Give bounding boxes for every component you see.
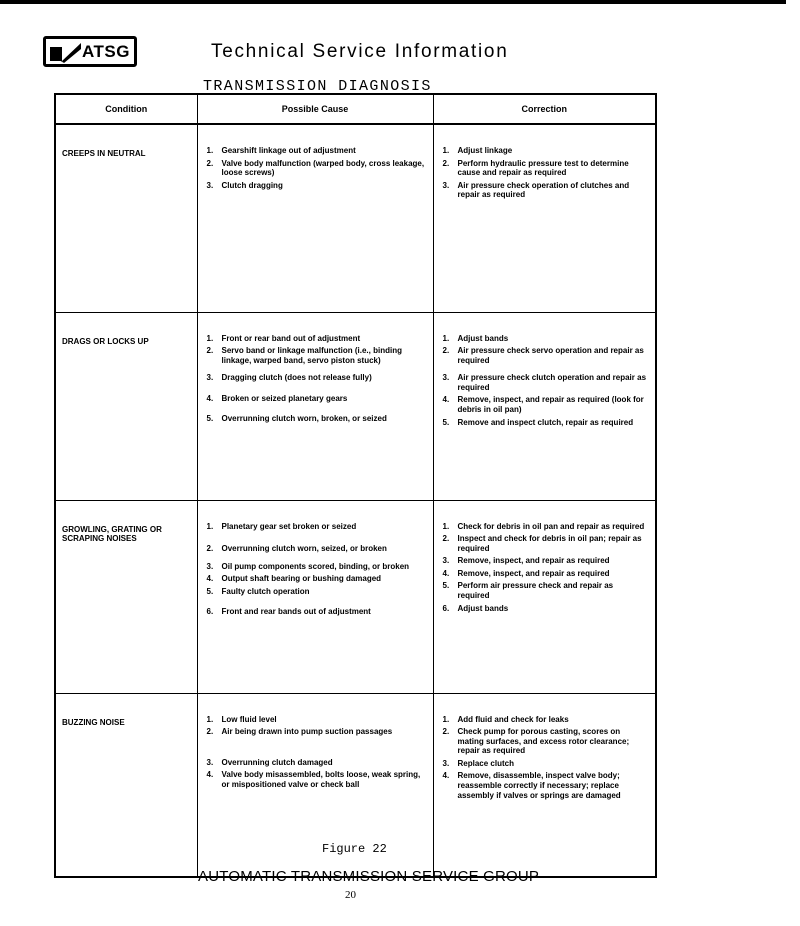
correction-item: [443, 569, 648, 579]
item-number: 2.: [442, 534, 450, 544]
cause-cell: [197, 124, 433, 312]
item-number: 5.: [442, 417, 450, 427]
cause-cell: [197, 500, 433, 693]
item-text: Add fluid and check for leaks: [457, 714, 569, 724]
item-number: 2.: [206, 544, 214, 554]
item-text: Overrunning clutch worn, seized, or broken: [221, 544, 387, 554]
cause-item: [207, 181, 425, 191]
correction-cell: [433, 312, 656, 500]
cause-item: [207, 346, 425, 365]
table-row: [55, 124, 656, 312]
item-text: Overrunning clutch worn, broken, or seized: [221, 414, 387, 424]
correction-item: [443, 715, 648, 725]
correction-item: [443, 727, 648, 756]
item-number: 6.: [206, 607, 214, 617]
correction-item: [443, 334, 648, 344]
condition-cell: CREEPS IN NEUTRAL: [55, 124, 197, 312]
item-text: Valve body malfunction (warped body, cross leakage, loose screws): [221, 158, 425, 178]
column-header-correction: Correction: [433, 94, 656, 124]
item-number: 1.: [206, 521, 214, 531]
item-number: 2.: [206, 727, 214, 737]
section-heading: TRANSMISSION DIAGNOSIS: [203, 78, 432, 95]
cause-item: [207, 414, 425, 424]
item-text: Oil pump components scored, binding, or broken: [221, 561, 410, 571]
correction-item: [443, 556, 648, 566]
cause-item: [207, 607, 425, 617]
item-text: Adjust bands: [457, 333, 509, 343]
item-number: 2.: [442, 727, 450, 737]
correction-item: [443, 346, 648, 365]
cause-item: [207, 758, 425, 768]
table-row: [55, 500, 656, 693]
item-number: 3.: [206, 757, 214, 767]
item-text: Air pressure check operation of clutches and repair as required: [457, 180, 630, 200]
condition-cell: GROWLING, GRATING OR SCRAPING NOISES: [55, 500, 197, 693]
item-text: Dragging clutch (does not release fully): [221, 373, 372, 383]
item-text: Air pressure check servo operation and repair as required: [457, 346, 644, 365]
item-number: 1.: [206, 714, 214, 724]
item-text: Remove and inspect clutch, repair as required: [457, 417, 634, 427]
item-number: 1.: [206, 146, 214, 155]
item-number: 4.: [206, 574, 214, 584]
item-text: Perform air pressure check and repair as required: [457, 581, 614, 601]
cause-item: [207, 587, 425, 597]
column-header-possible-cause: Possible Cause: [197, 94, 433, 124]
item-number: 3.: [206, 561, 214, 571]
item-text: Adjust bands: [457, 603, 509, 613]
item-text: Faulty clutch operation: [221, 586, 310, 596]
cause-item: [207, 544, 425, 554]
item-number: 5.: [206, 586, 214, 596]
item-number: 4.: [442, 395, 450, 405]
correction-item: [443, 759, 648, 769]
cause-item: [207, 522, 425, 532]
cause-cell: [197, 312, 433, 500]
item-text: Broken or seized planetary gears: [221, 393, 348, 403]
correction-item: [443, 146, 648, 156]
table-header-row: [55, 94, 656, 124]
item-number: 3.: [442, 373, 450, 383]
item-text: Front or rear band out of adjustment: [221, 333, 361, 343]
diagnosis-table: [54, 93, 657, 878]
item-number: 1.: [442, 333, 450, 343]
item-text: Servo band or linkage malfunction (i.e., binding linkage, warped band, servo piston stuck): [221, 346, 402, 365]
item-text: Output shaft bearing or bushing damaged: [221, 574, 382, 584]
item-number: 3.: [442, 180, 450, 190]
cause-item: [207, 146, 425, 156]
item-number: 3.: [442, 556, 450, 566]
item-number: 1.: [206, 333, 214, 343]
atsg-check-icon: [48, 41, 82, 63]
figure-caption: Figure 22: [322, 842, 387, 856]
atsg-logo: [43, 36, 137, 67]
item-text: Replace clutch: [457, 758, 514, 768]
item-number: 4.: [442, 568, 450, 578]
table-row: [55, 312, 656, 500]
cause-item: [207, 159, 425, 178]
item-text: Front and rear bands out of adjustment: [221, 607, 371, 617]
item-text: Valve body misassembled, bolts loose, weak spring, or mispositioned valve or check ball: [221, 770, 421, 789]
item-number: 4.: [206, 770, 214, 780]
item-text: Overrunning clutch damaged: [221, 757, 333, 767]
correction-cell: [433, 500, 656, 693]
item-number: 1.: [442, 146, 450, 155]
item-text: Gearshift linkage out of adjustment: [221, 146, 356, 155]
item-text: Remove, inspect, and repair as required (look for debris in oil pan): [457, 395, 644, 415]
item-text: Air being drawn into pump suction passages: [221, 727, 393, 737]
item-number: 4.: [442, 771, 450, 781]
cause-item: [207, 373, 425, 383]
condition-cell: BUZZING NOISE: [55, 693, 197, 877]
cause-item: [207, 562, 425, 572]
item-number: 1.: [442, 714, 450, 724]
item-number: 3.: [442, 758, 450, 768]
page-number: 20: [345, 889, 356, 901]
item-number: 1.: [442, 521, 450, 531]
correction-item: [443, 534, 648, 553]
correction-item: [443, 373, 648, 392]
page-title: Technical Service Information: [211, 41, 509, 62]
logo-text: ATSG: [82, 41, 130, 61]
cause-item: [207, 727, 425, 737]
cause-item: [207, 574, 425, 584]
item-number: 2.: [442, 346, 450, 356]
item-text: Remove, disassemble, inspect valve body; reassemble correctly if necessary; replace assembly if valves or springs are damaged: [457, 771, 621, 800]
item-number: 3.: [206, 180, 214, 190]
item-text: Planetary gear set broken or seized: [221, 521, 357, 531]
cause-item: [207, 394, 425, 404]
correction-item: [443, 604, 648, 614]
correction-cell: [433, 124, 656, 312]
item-text: Perform hydraulic pressure test to determine cause and repair as required: [457, 158, 629, 178]
cause-item: [207, 715, 425, 725]
cause-item: [207, 334, 425, 344]
item-number: 2.: [206, 346, 214, 356]
item-number: 5.: [442, 581, 450, 591]
item-number: 2.: [206, 158, 214, 168]
correction-cell: [433, 693, 656, 877]
item-text: Adjust linkage: [457, 146, 513, 155]
cause-item: [207, 770, 425, 789]
item-text: Check pump for porous casting, scores on mating surfaces, and excess rotor clearance; repair as required: [457, 727, 630, 756]
organization-name: AUTOMATIC TRANSMISSION SERVICE GROUP: [198, 868, 540, 885]
correction-item: [443, 522, 648, 532]
item-number: 5.: [206, 414, 214, 424]
item-text: Low fluid level: [221, 714, 277, 724]
item-number: 2.: [442, 158, 450, 168]
item-text: Remove, inspect, and repair as required: [457, 556, 610, 566]
item-text: Remove, inspect, and repair as required: [457, 568, 610, 578]
correction-item: [443, 581, 648, 600]
correction-item: [443, 395, 648, 414]
correction-item: [443, 771, 648, 800]
top-rule: [0, 0, 786, 4]
column-header-condition: Condition: [55, 94, 197, 124]
correction-item: [443, 418, 648, 428]
correction-item: [443, 159, 648, 178]
item-text: Air pressure check clutch operation and repair as required: [457, 373, 647, 392]
correction-item: [443, 181, 648, 200]
item-number: 3.: [206, 373, 214, 383]
item-text: Clutch dragging: [221, 180, 283, 190]
item-number: 6.: [442, 603, 450, 613]
cause-cell: [197, 693, 433, 877]
item-text: Inspect and check for debris in oil pan; repair as required: [457, 534, 642, 553]
item-text: Check for debris in oil pan and repair as required: [457, 521, 645, 531]
condition-cell: DRAGS OR LOCKS UP: [55, 312, 197, 500]
item-number: 4.: [206, 393, 214, 403]
